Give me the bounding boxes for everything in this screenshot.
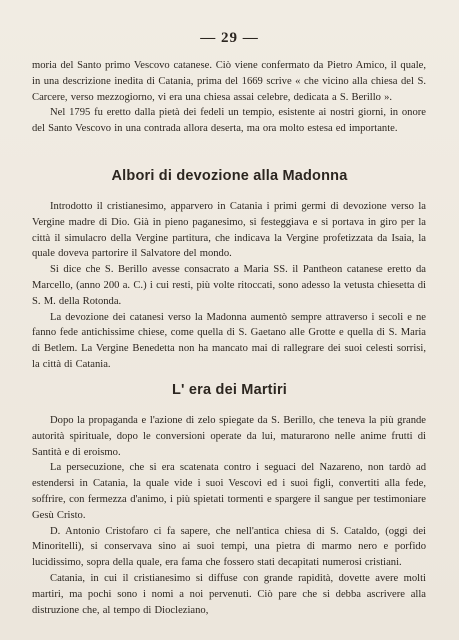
section-martiri-text (32, 413, 426, 618)
paragraph: La devozione dei catanesi verso la Madonna aumentò sempre attraverso i secoli e ne fanno fede antichissime chiese, come quella di S. Gaetano alle Grotte e quella di S. Maria di Betlem. La Vergine Benedetta non ha mancato mai di rallegrare dei suoi celesti sorrisi, la città di Catania. (32, 311, 426, 370)
paragraph: D. Antonio Cristofaro ci fa sapere, che nell'antica chiesa di S. Cataldo, (oggi dei Minoritelli), si conservava sino ai suoi tempi, una pietra di marmo nero e porfido lucidissimo, sopra della quale, era fama che fossero stati decapitati numerosi cristiani. (32, 525, 426, 569)
paragraph: moria del Santo primo Vescovo catanese. Ciò viene confermato da Pietro Amico, il quale, in una descrizione inedita di Catania, prima del 1669 scrive « che vicino alla chiesa del S. Carcere, verso mezzogiorno, vi era una chiesa assai celebre, dedicata a S. Berillo ». (32, 60, 426, 103)
paragraph: Nel 1795 fu eretto dalla pietà dei fedeli un tempio, esistente ai nostri giorni, in onore del Santo Vescovo in una contrada allora deserta, ma ora molto estesa ed importante. (32, 107, 426, 135)
page-number: — 29 — (200, 30, 259, 46)
intro-text (32, 58, 426, 137)
paragraph: Catania, in cui il cristianesimo si diffuse con grande rapidità, dovette avere molti martiri, ma pochi sono i nomi a noi pervenuti. Ciò pare che si debba ascrivere alla distruzione che, al tempo di Diocleziano, (32, 572, 426, 616)
section-albori-text (32, 199, 426, 373)
paragraph: Si dice che S. Berillo avesse consacrato a Maria SS. il Pantheon catanese eretto da Marcello, (anno 200 a. C.) i cui resti, più volte ritoccati, sono adesso la vetusta chiesetta di S. M. della Rotonda. (32, 264, 426, 307)
paragraph: La persecuzione, che si era scatenata contro i seguaci del Nazareno, non tardò ad estendersi in Catania, la quale vide i suoi Vescovi ed i suoi figli, convertiti alla fede, soffrire, con fermezza d'animo, i più spietati tormenti e spargere il sangue per testimoniare Gesù Cristo. (32, 462, 426, 521)
section-heading-martiri: L' era dei Martiri (171, 382, 288, 398)
paragraph: Dopo la propaganda e l'azione di zelo spiegate da S. Berillo, che teneva la più grande autorità spirituale, dopo le conversioni operate da lui, maturarono nelle anime frutti di Santità e di eroismo. (32, 415, 426, 458)
section-heading-albori: Albori di devozione alla Madonna (111, 168, 348, 184)
paragraph: Introdotto il cristianesimo, apparvero in Catania i primi germi di devozione verso la Vergine madre di Dio. Già in pieno paganesimo, si festeggiava e si portava in giro per la città il simulacro della Vergine partitura, che indicava la Vergine profetizzata da Isaia, la quale doveva partorire il Salvatore del mondo. (32, 201, 426, 260)
